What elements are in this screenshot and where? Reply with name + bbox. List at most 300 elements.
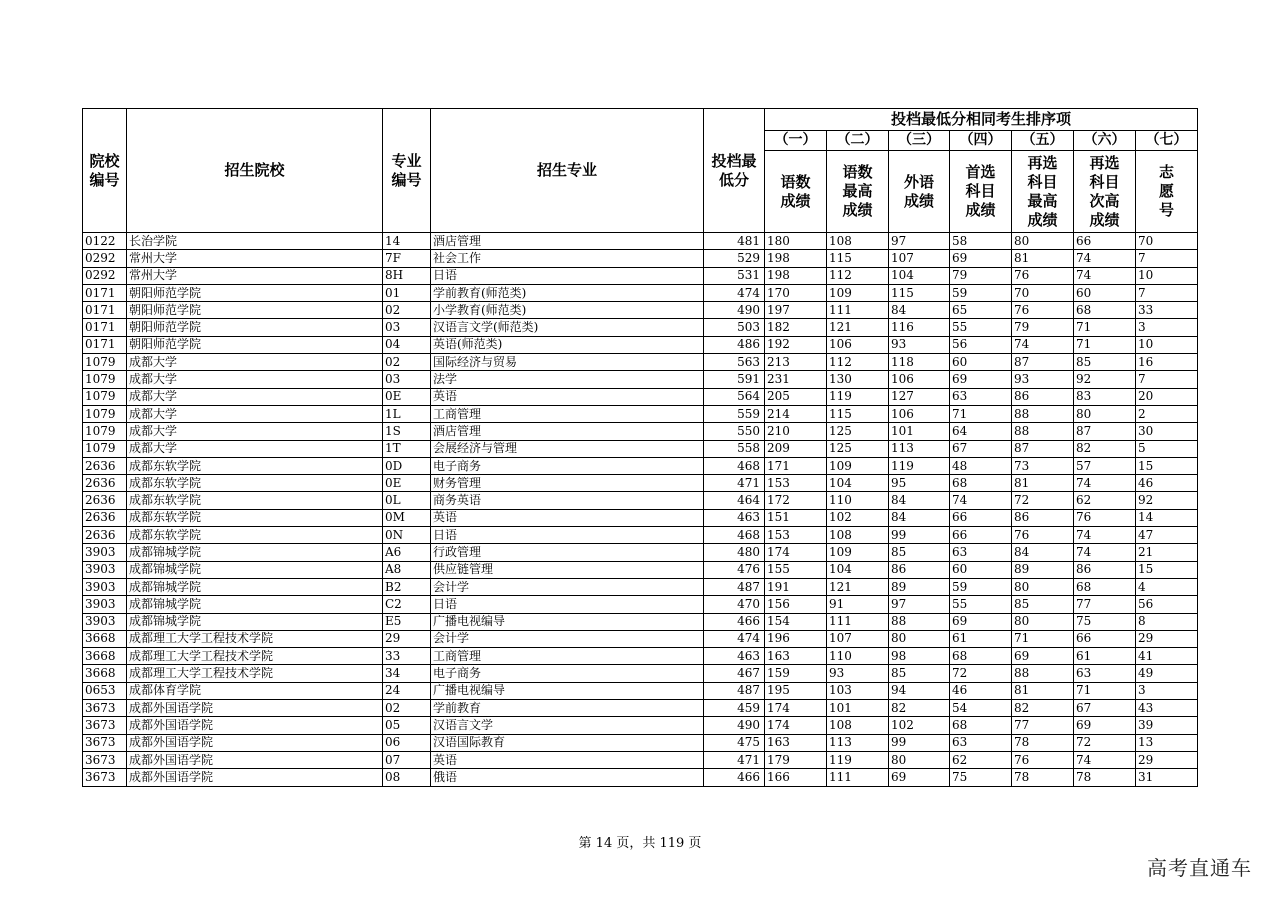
cell-major-code: 05 (383, 717, 431, 734)
table-row (83, 267, 1198, 284)
cell-major-name: 汉语言文学(师范类) (431, 319, 704, 336)
cell-tiebreak-3: 97 (889, 233, 950, 250)
cell-tiebreak-2: 112 (827, 267, 889, 284)
cell-tiebreak-7: 4 (1136, 578, 1198, 595)
cell-major-name: 汉语言文学 (431, 717, 704, 734)
cell-tiebreak-6: 92 (1074, 371, 1136, 388)
cell-major-code: 02 (383, 700, 431, 717)
cell-tiebreak-4: 69 (950, 613, 1012, 630)
cell-tiebreak-7: 49 (1136, 665, 1198, 682)
cell-tiebreak-6: 68 (1074, 578, 1136, 595)
cell-college-name: 成都锦城学院 (127, 544, 383, 561)
cell-major-code: C2 (383, 596, 431, 613)
table-row (83, 405, 1198, 422)
cell-college-name: 成都东软学院 (127, 475, 383, 492)
cell-tiebreak-7: 2 (1136, 405, 1198, 422)
cell-tiebreak-2: 109 (827, 457, 889, 474)
cell-major-code: 1L (383, 405, 431, 422)
cell-college-name: 成都大学 (127, 371, 383, 388)
cell-min-score: 474 (704, 284, 765, 301)
cell-tiebreak-5: 72 (1012, 492, 1074, 509)
cell-college-code: 0292 (83, 267, 127, 284)
cell-major-code: 7F (383, 250, 431, 267)
cell-tiebreak-2: 93 (827, 665, 889, 682)
cell-college-code: 3668 (83, 665, 127, 682)
cell-tiebreak-1: 174 (765, 717, 827, 734)
cell-major-name: 广播电视编导 (431, 682, 704, 699)
cell-tiebreak-1: 163 (765, 648, 827, 665)
cell-college-name: 成都大学 (127, 354, 383, 371)
cell-tiebreak-5: 78 (1012, 734, 1074, 751)
header-major-code: 专业编号 (383, 109, 431, 233)
cell-tiebreak-6: 75 (1074, 613, 1136, 630)
cell-tiebreak-3: 93 (889, 336, 950, 353)
table-row (83, 457, 1198, 474)
cell-min-score: 503 (704, 319, 765, 336)
cell-tiebreak-5: 93 (1012, 371, 1074, 388)
cell-college-code: 3903 (83, 544, 127, 561)
table-row (83, 302, 1198, 319)
cell-college-name: 朝阳师范学院 (127, 284, 383, 301)
cell-tiebreak-4: 54 (950, 700, 1012, 717)
cell-tiebreak-4: 66 (950, 509, 1012, 526)
cell-tiebreak-3: 86 (889, 561, 950, 578)
cell-tiebreak-3: 85 (889, 544, 950, 561)
cell-tiebreak-2: 119 (827, 388, 889, 405)
cell-major-name: 俄语 (431, 769, 704, 786)
cell-tiebreak-3: 119 (889, 457, 950, 474)
cell-major-name: 日语 (431, 267, 704, 284)
cell-tiebreak-5: 73 (1012, 457, 1074, 474)
table-row (83, 423, 1198, 440)
table-row (83, 440, 1198, 457)
cell-college-name: 成都大学 (127, 388, 383, 405)
cell-college-code: 0171 (83, 336, 127, 353)
cell-tiebreak-2: 130 (827, 371, 889, 388)
cell-major-code: E5 (383, 613, 431, 630)
cell-min-score: 490 (704, 717, 765, 734)
cell-tiebreak-4: 63 (950, 734, 1012, 751)
table-row (83, 284, 1198, 301)
cell-min-score: 487 (704, 578, 765, 595)
cell-tiebreak-2: 110 (827, 648, 889, 665)
cell-tiebreak-1: 155 (765, 561, 827, 578)
cell-major-code: 0L (383, 492, 431, 509)
cell-tiebreak-1: 174 (765, 544, 827, 561)
cell-major-code: A6 (383, 544, 431, 561)
cell-tiebreak-3: 85 (889, 665, 950, 682)
cell-college-name: 成都东软学院 (127, 457, 383, 474)
cell-college-code: 1079 (83, 423, 127, 440)
cell-tiebreak-7: 29 (1136, 751, 1198, 768)
cell-college-code: 0122 (83, 233, 127, 250)
cell-tiebreak-6: 66 (1074, 233, 1136, 250)
cell-college-name: 成都理工大学工程技术学院 (127, 648, 383, 665)
cell-major-code: 8H (383, 267, 431, 284)
cell-tiebreak-5: 82 (1012, 700, 1074, 717)
cell-tiebreak-4: 66 (950, 527, 1012, 544)
cell-tiebreak-4: 72 (950, 665, 1012, 682)
cell-tiebreak-2: 109 (827, 544, 889, 561)
cell-tiebreak-1: 156 (765, 596, 827, 613)
cell-tiebreak-4: 68 (950, 648, 1012, 665)
table-row (83, 371, 1198, 388)
cell-tiebreak-6: 78 (1074, 769, 1136, 786)
cell-min-score: 591 (704, 371, 765, 388)
cell-tiebreak-3: 98 (889, 648, 950, 665)
cell-major-name: 电子商务 (431, 457, 704, 474)
cell-tiebreak-4: 56 (950, 336, 1012, 353)
cell-college-code: 3903 (83, 596, 127, 613)
cell-tiebreak-2: 102 (827, 509, 889, 526)
cell-tiebreak-1: 191 (765, 578, 827, 595)
cell-college-name: 成都外国语学院 (127, 734, 383, 751)
cell-tiebreak-2: 115 (827, 250, 889, 267)
cell-tiebreak-5: 80 (1012, 233, 1074, 250)
cell-major-name: 行政管理 (431, 544, 704, 561)
cell-tiebreak-2: 108 (827, 527, 889, 544)
cell-major-code: 1S (383, 423, 431, 440)
cell-tiebreak-3: 95 (889, 475, 950, 492)
cell-major-name: 日语 (431, 527, 704, 544)
cell-college-name: 成都理工大学工程技术学院 (127, 665, 383, 682)
table-row (83, 578, 1198, 595)
cell-tiebreak-2: 109 (827, 284, 889, 301)
cell-tiebreak-7: 92 (1136, 492, 1198, 509)
cell-tiebreak-2: 125 (827, 423, 889, 440)
cell-major-code: A8 (383, 561, 431, 578)
cell-major-code: 0E (383, 388, 431, 405)
cell-college-name: 成都外国语学院 (127, 769, 383, 786)
cell-college-name: 成都东软学院 (127, 527, 383, 544)
cell-tiebreak-2: 107 (827, 630, 889, 647)
cell-tiebreak-7: 56 (1136, 596, 1198, 613)
cell-college-name: 成都大学 (127, 440, 383, 457)
table-row (83, 613, 1198, 630)
cell-tiebreak-1: 166 (765, 769, 827, 786)
cell-tiebreak-5: 80 (1012, 578, 1074, 595)
cell-college-code: 0171 (83, 284, 127, 301)
cell-tiebreak-3: 69 (889, 769, 950, 786)
cell-min-score: 471 (704, 751, 765, 768)
cell-min-score: 481 (704, 233, 765, 250)
cell-college-code: 2636 (83, 475, 127, 492)
cell-tiebreak-1: 209 (765, 440, 827, 457)
cell-tiebreak-5: 81 (1012, 682, 1074, 699)
cell-tiebreak-3: 101 (889, 423, 950, 440)
cell-tiebreak-2: 108 (827, 233, 889, 250)
cell-major-name: 工商管理 (431, 648, 704, 665)
cell-tiebreak-5: 76 (1012, 751, 1074, 768)
cell-tiebreak-7: 3 (1136, 682, 1198, 699)
cell-tiebreak-6: 67 (1074, 700, 1136, 717)
header-major-name: 招生专业 (431, 109, 704, 233)
cell-tiebreak-5: 77 (1012, 717, 1074, 734)
table-row (83, 630, 1198, 647)
cell-tiebreak-7: 20 (1136, 388, 1198, 405)
cell-min-score: 466 (704, 613, 765, 630)
cell-major-name: 会展经济与管理 (431, 440, 704, 457)
cell-tiebreak-5: 85 (1012, 596, 1074, 613)
cell-tiebreak-7: 33 (1136, 302, 1198, 319)
cell-tiebreak-1: 192 (765, 336, 827, 353)
cell-major-name: 会计学 (431, 578, 704, 595)
table-row (83, 319, 1198, 336)
cell-tiebreak-7: 3 (1136, 319, 1198, 336)
cell-tiebreak-5: 89 (1012, 561, 1074, 578)
cell-tiebreak-3: 99 (889, 734, 950, 751)
cell-major-name: 供应链管理 (431, 561, 704, 578)
cell-major-name: 英语 (431, 509, 704, 526)
cell-tiebreak-1: 172 (765, 492, 827, 509)
cell-tiebreak-4: 65 (950, 302, 1012, 319)
cell-college-name: 成都外国语学院 (127, 700, 383, 717)
cell-tiebreak-6: 77 (1074, 596, 1136, 613)
table-row (83, 544, 1198, 561)
cell-tiebreak-5: 76 (1012, 527, 1074, 544)
cell-min-score: 486 (704, 336, 765, 353)
cell-college-name: 常州大学 (127, 267, 383, 284)
cell-tiebreak-5: 78 (1012, 769, 1074, 786)
cell-min-score: 487 (704, 682, 765, 699)
cell-tiebreak-7: 47 (1136, 527, 1198, 544)
cell-tiebreak-5: 71 (1012, 630, 1074, 647)
cell-tiebreak-4: 55 (950, 596, 1012, 613)
cell-college-name: 成都理工大学工程技术学院 (127, 630, 383, 647)
cell-tiebreak-6: 72 (1074, 734, 1136, 751)
cell-tiebreak-3: 106 (889, 405, 950, 422)
cell-college-name: 成都外国语学院 (127, 717, 383, 734)
cell-tiebreak-3: 84 (889, 492, 950, 509)
header-tiebreak-number: （四） (950, 131, 1012, 151)
cell-college-name: 成都体育学院 (127, 682, 383, 699)
cell-tiebreak-3: 80 (889, 630, 950, 647)
cell-min-score: 471 (704, 475, 765, 492)
cell-tiebreak-3: 97 (889, 596, 950, 613)
cell-tiebreak-2: 112 (827, 354, 889, 371)
cell-tiebreak-1: 213 (765, 354, 827, 371)
cell-tiebreak-6: 74 (1074, 267, 1136, 284)
cell-college-code: 3673 (83, 717, 127, 734)
cell-tiebreak-2: 111 (827, 613, 889, 630)
cell-tiebreak-7: 70 (1136, 233, 1198, 250)
table-row (83, 250, 1198, 267)
cell-major-code: 02 (383, 354, 431, 371)
cell-tiebreak-1: 170 (765, 284, 827, 301)
table-row (83, 561, 1198, 578)
cell-tiebreak-6: 76 (1074, 509, 1136, 526)
cell-tiebreak-2: 121 (827, 319, 889, 336)
cell-tiebreak-2: 125 (827, 440, 889, 457)
cell-min-score: 474 (704, 630, 765, 647)
cell-tiebreak-6: 71 (1074, 682, 1136, 699)
cell-tiebreak-6: 71 (1074, 336, 1136, 353)
cell-college-code: 3668 (83, 648, 127, 665)
cell-tiebreak-4: 71 (950, 405, 1012, 422)
cell-tiebreak-7: 29 (1136, 630, 1198, 647)
cell-tiebreak-6: 62 (1074, 492, 1136, 509)
cell-college-name: 朝阳师范学院 (127, 319, 383, 336)
cell-college-name: 成都东软学院 (127, 492, 383, 509)
cell-tiebreak-1: 198 (765, 267, 827, 284)
cell-tiebreak-5: 84 (1012, 544, 1074, 561)
cell-tiebreak-4: 60 (950, 561, 1012, 578)
cell-major-code: 04 (383, 336, 431, 353)
cell-college-code: 1079 (83, 440, 127, 457)
cell-tiebreak-3: 84 (889, 509, 950, 526)
cell-college-code: 3673 (83, 769, 127, 786)
header-tiebreak-label: 再选科目次高成绩 (1074, 151, 1136, 233)
table-body (83, 233, 1198, 787)
cell-tiebreak-6: 82 (1074, 440, 1136, 457)
cell-tiebreak-6: 66 (1074, 630, 1136, 647)
cell-tiebreak-5: 88 (1012, 405, 1074, 422)
cell-major-code: 01 (383, 284, 431, 301)
cell-tiebreak-1: 195 (765, 682, 827, 699)
cell-tiebreak-6: 68 (1074, 302, 1136, 319)
cell-major-name: 汉语国际教育 (431, 734, 704, 751)
cell-tiebreak-3: 102 (889, 717, 950, 734)
cell-min-score: 468 (704, 527, 765, 544)
cell-tiebreak-3: 107 (889, 250, 950, 267)
table-row (83, 527, 1198, 544)
admission-score-table (82, 108, 1198, 787)
page-footer: 第 14 页，共 119 页 (578, 836, 702, 851)
cell-tiebreak-3: 113 (889, 440, 950, 457)
cell-tiebreak-1: 196 (765, 630, 827, 647)
cell-tiebreak-2: 115 (827, 405, 889, 422)
cell-major-code: 33 (383, 648, 431, 665)
table-row (83, 388, 1198, 405)
cell-tiebreak-6: 74 (1074, 751, 1136, 768)
cell-tiebreak-6: 74 (1074, 544, 1136, 561)
cell-min-score: 464 (704, 492, 765, 509)
cell-tiebreak-6: 87 (1074, 423, 1136, 440)
cell-major-code: 0N (383, 527, 431, 544)
cell-major-code: 0E (383, 475, 431, 492)
cell-college-name: 成都锦城学院 (127, 596, 383, 613)
header-tiebreak-number: （二） (827, 131, 889, 151)
cell-tiebreak-4: 59 (950, 284, 1012, 301)
cell-tiebreak-4: 55 (950, 319, 1012, 336)
cell-major-name: 英语(师范类) (431, 336, 704, 353)
cell-major-name: 工商管理 (431, 405, 704, 422)
cell-tiebreak-6: 74 (1074, 475, 1136, 492)
cell-tiebreak-3: 118 (889, 354, 950, 371)
cell-tiebreak-3: 116 (889, 319, 950, 336)
cell-tiebreak-6: 71 (1074, 319, 1136, 336)
cell-tiebreak-7: 14 (1136, 509, 1198, 526)
cell-tiebreak-7: 10 (1136, 336, 1198, 353)
cell-min-score: 468 (704, 457, 765, 474)
table-row (83, 492, 1198, 509)
table-row (83, 648, 1198, 665)
watermark: 高考直通车 (1147, 856, 1252, 880)
cell-college-name: 成都大学 (127, 423, 383, 440)
cell-college-code: 0171 (83, 319, 127, 336)
table-row (83, 354, 1198, 371)
cell-tiebreak-3: 99 (889, 527, 950, 544)
cell-college-code: 2636 (83, 527, 127, 544)
cell-tiebreak-1: 214 (765, 405, 827, 422)
table-row (83, 233, 1198, 250)
cell-major-name: 法学 (431, 371, 704, 388)
cell-tiebreak-6: 74 (1074, 527, 1136, 544)
cell-min-score: 559 (704, 405, 765, 422)
cell-tiebreak-3: 104 (889, 267, 950, 284)
cell-tiebreak-1: 154 (765, 613, 827, 630)
cell-min-score: 564 (704, 388, 765, 405)
cell-major-name: 酒店管理 (431, 423, 704, 440)
cell-tiebreak-5: 88 (1012, 665, 1074, 682)
cell-min-score: 463 (704, 509, 765, 526)
cell-tiebreak-1: 198 (765, 250, 827, 267)
cell-tiebreak-6: 83 (1074, 388, 1136, 405)
cell-college-name: 长治学院 (127, 233, 383, 250)
cell-tiebreak-4: 63 (950, 544, 1012, 561)
cell-min-score: 529 (704, 250, 765, 267)
cell-tiebreak-1: 205 (765, 388, 827, 405)
cell-tiebreak-1: 163 (765, 734, 827, 751)
header-tiebreak-group: 投档最低分相同考生排序项 (765, 109, 1198, 131)
header-tiebreak-number: （一） (765, 131, 827, 151)
cell-tiebreak-1: 179 (765, 751, 827, 768)
cell-tiebreak-6: 61 (1074, 648, 1136, 665)
cell-tiebreak-2: 110 (827, 492, 889, 509)
cell-tiebreak-7: 8 (1136, 613, 1198, 630)
cell-college-code: 3903 (83, 578, 127, 595)
cell-college-code: 1079 (83, 388, 127, 405)
cell-tiebreak-7: 31 (1136, 769, 1198, 786)
cell-major-code: 0M (383, 509, 431, 526)
cell-tiebreak-4: 46 (950, 682, 1012, 699)
cell-tiebreak-2: 121 (827, 578, 889, 595)
cell-college-code: 3903 (83, 613, 127, 630)
cell-min-score: 480 (704, 544, 765, 561)
cell-tiebreak-4: 69 (950, 371, 1012, 388)
cell-major-code: 14 (383, 233, 431, 250)
cell-college-code: 1079 (83, 405, 127, 422)
cell-tiebreak-1: 174 (765, 700, 827, 717)
header-tiebreak-label: 语数成绩 (765, 151, 827, 233)
cell-tiebreak-6: 86 (1074, 561, 1136, 578)
cell-tiebreak-4: 68 (950, 475, 1012, 492)
cell-college-code: 1079 (83, 354, 127, 371)
table-row (83, 336, 1198, 353)
cell-min-score: 470 (704, 596, 765, 613)
cell-min-score: 475 (704, 734, 765, 751)
cell-min-score: 531 (704, 267, 765, 284)
header-tiebreak-label: 再选科目最高成绩 (1012, 151, 1074, 233)
cell-tiebreak-4: 60 (950, 354, 1012, 371)
cell-college-name: 成都外国语学院 (127, 751, 383, 768)
header-college-code: 院校编号 (83, 109, 127, 233)
cell-college-code: 2636 (83, 509, 127, 526)
cell-major-name: 酒店管理 (431, 233, 704, 250)
cell-min-score: 563 (704, 354, 765, 371)
header-tiebreak-label: 语数最高成绩 (827, 151, 889, 233)
cell-tiebreak-1: 197 (765, 302, 827, 319)
cell-tiebreak-5: 88 (1012, 423, 1074, 440)
cell-tiebreak-4: 59 (950, 578, 1012, 595)
table-row (83, 751, 1198, 768)
cell-college-code: 2636 (83, 492, 127, 509)
header-tiebreak-number: （六） (1074, 131, 1136, 151)
cell-tiebreak-2: 91 (827, 596, 889, 613)
cell-major-name: 日语 (431, 596, 704, 613)
cell-major-code: 34 (383, 665, 431, 682)
cell-major-name: 财务管理 (431, 475, 704, 492)
